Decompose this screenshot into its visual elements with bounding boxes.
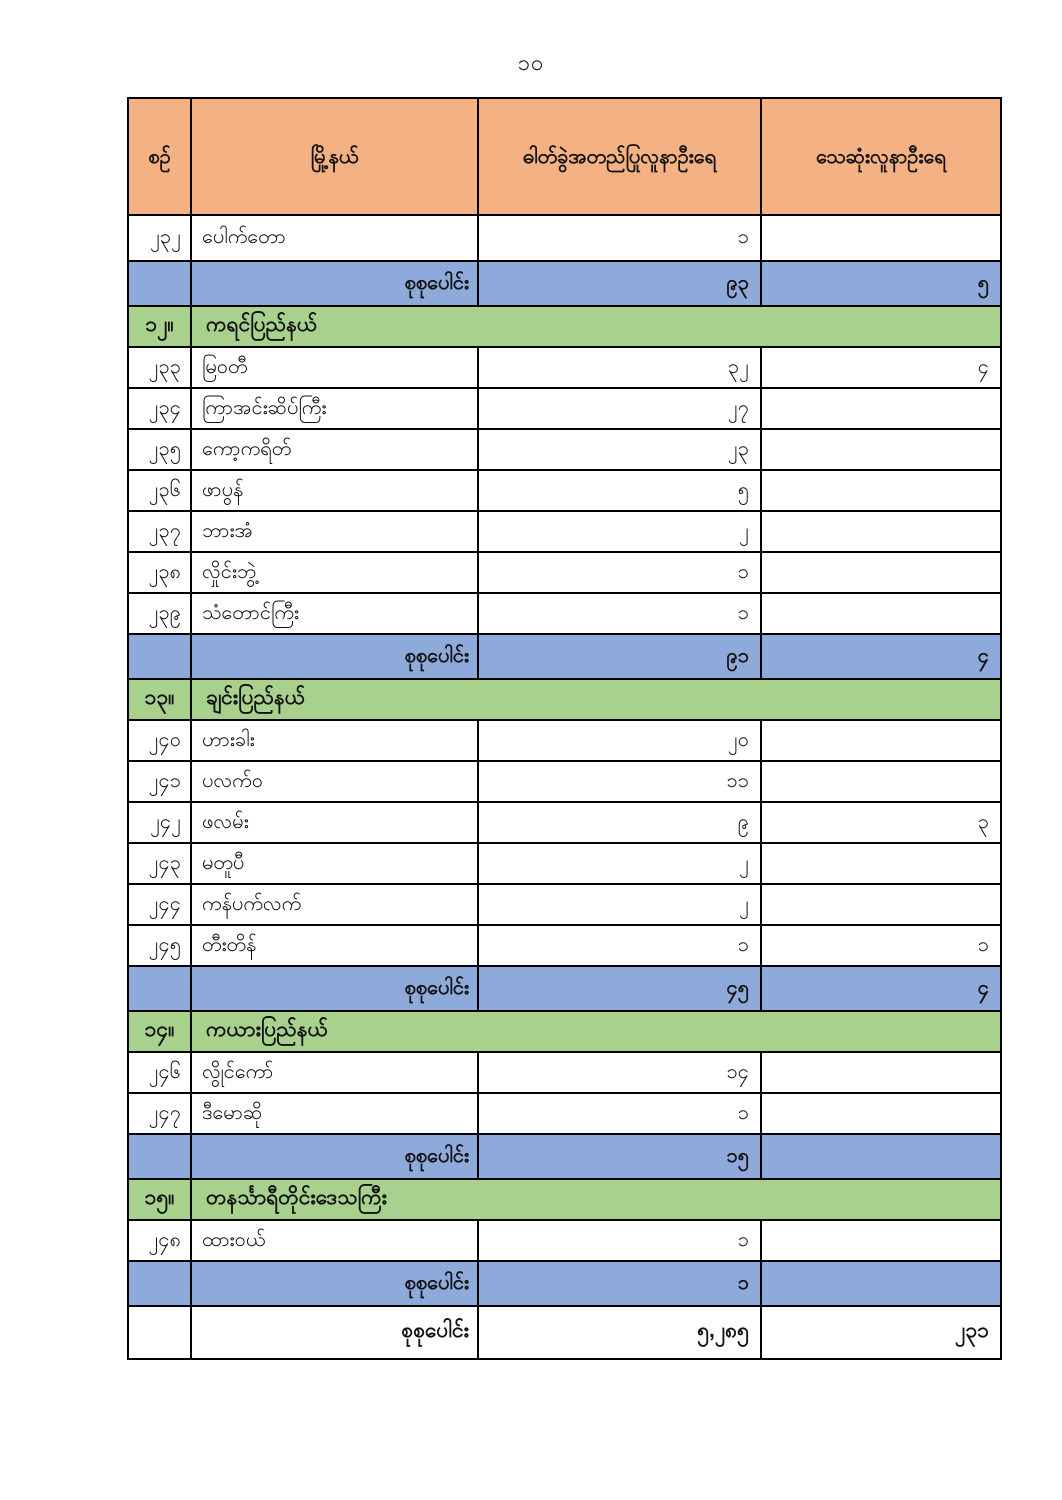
row-number: ၂၃၄ (128, 388, 191, 429)
column-header-deaths: သေဆုံးလူနာဦးရေ (761, 98, 1001, 215)
confirmed-count: ၁ (478, 925, 761, 966)
subtotal-row (128, 966, 1001, 1011)
total-label: စုစုပေါင်း (191, 1306, 478, 1359)
confirmed-total: ၁၅ (478, 1134, 761, 1179)
section-name: ချင်းပြည်နယ် (191, 679, 1001, 720)
deaths-total: ၄ (761, 966, 1001, 1011)
section-number: ၁၂။ (128, 306, 191, 347)
table-row (128, 593, 1001, 634)
township-name: ထားဝယ် (191, 1220, 478, 1261)
township-name: ဘားအံ (191, 511, 478, 552)
confirmed-total: ၄၅ (478, 966, 761, 1011)
deaths-total: ၅ (761, 261, 1001, 306)
deaths-count (761, 470, 1001, 511)
deaths-total (761, 1261, 1001, 1306)
confirmed-count: ၂ (478, 884, 761, 925)
section-name: ကယားပြည်နယ် (191, 1011, 1001, 1052)
total-label: စုစုပေါင်း (191, 1134, 478, 1179)
deaths-total (761, 1134, 1001, 1179)
row-number-empty (128, 966, 191, 1011)
total-label: စုစုပေါင်း (191, 1261, 478, 1306)
township-name: ပလက်ဝ (191, 761, 478, 802)
confirmed-count: ၁ (478, 215, 761, 261)
deaths-count (761, 720, 1001, 761)
row-number: ၂၄၃ (128, 843, 191, 884)
deaths-count (761, 884, 1001, 925)
section-name: တနင်္သာရီတိုင်းဒေသကြီး (191, 1179, 1001, 1220)
confirmed-total: ၅,၂၈၅ (478, 1306, 761, 1359)
township-name: ဖာပွန် (191, 470, 478, 511)
row-number-empty (128, 1134, 191, 1179)
row-number-empty (128, 634, 191, 679)
section-header-row (128, 306, 1001, 347)
page-number: ၁၀ (517, 50, 545, 75)
township-name: လွိုင်ကော် (191, 1052, 478, 1093)
table-row (128, 1052, 1001, 1093)
table-row (128, 511, 1001, 552)
table-row (128, 429, 1001, 470)
township-name: သံတောင်ကြီး (191, 593, 478, 634)
confirmed-count: ၂ (478, 843, 761, 884)
table-row (128, 215, 1001, 261)
section-header-row (128, 1011, 1001, 1052)
row-number: ၂၄၄ (128, 884, 191, 925)
table-row (128, 388, 1001, 429)
confirmed-count: ၁ (478, 1093, 761, 1134)
table-row (128, 470, 1001, 511)
row-number: ၂၃၉ (128, 593, 191, 634)
township-name: ကြာအင်းဆိပ်ကြီး (191, 388, 478, 429)
section-header-row (128, 1179, 1001, 1220)
table-row (128, 347, 1001, 388)
deaths-count (761, 511, 1001, 552)
subtotal-row (128, 261, 1001, 306)
row-number-empty (128, 1306, 191, 1359)
section-number: ၁၅။ (128, 1179, 191, 1220)
deaths-count (761, 843, 1001, 884)
total-label: စုစုပေါင်း (191, 261, 478, 306)
row-number: ၂၃၂ (128, 215, 191, 261)
deaths-count: ၃ (761, 802, 1001, 843)
section-number: ၁၃။ (128, 679, 191, 720)
confirmed-count: ၁ (478, 593, 761, 634)
row-number: ၂၄၆ (128, 1052, 191, 1093)
deaths-count (761, 552, 1001, 593)
confirmed-count: ၉ (478, 802, 761, 843)
deaths-count (761, 429, 1001, 470)
subtotal-row (128, 1134, 1001, 1179)
deaths-count (761, 215, 1001, 261)
confirmed-count: ၃၂ (478, 347, 761, 388)
confirmed-total: ၁ (478, 1261, 761, 1306)
township-name: ဟားခါး (191, 720, 478, 761)
row-number-empty (128, 261, 191, 306)
deaths-total: ၄ (761, 634, 1001, 679)
row-number-empty (128, 1261, 191, 1306)
confirmed-count: ၂၀ (478, 720, 761, 761)
township-name: လှိုင်းဘွဲ့ (191, 552, 478, 593)
column-header-no: စဉ် (128, 98, 191, 215)
township-name: မတူပီ (191, 843, 478, 884)
row-number: ၂၄၅ (128, 925, 191, 966)
table-row (128, 843, 1001, 884)
deaths-count: ၁ (761, 925, 1001, 966)
row-number: ၂၃၇ (128, 511, 191, 552)
row-number: ၂၄၂ (128, 802, 191, 843)
township-case-table (127, 97, 1002, 1360)
deaths-count (761, 1220, 1001, 1261)
table-row (128, 884, 1001, 925)
deaths-count (761, 1052, 1001, 1093)
row-number: ၂၄၈ (128, 1220, 191, 1261)
confirmed-count: ၂၃ (478, 429, 761, 470)
row-number: ၂၃၃ (128, 347, 191, 388)
confirmed-count: ၂၇ (478, 388, 761, 429)
township-name: ကန်ပက်လက် (191, 884, 478, 925)
deaths-total: ၂၃၁ (761, 1306, 1001, 1359)
row-number: ၂၃၆ (128, 470, 191, 511)
township-name: ပေါက်တော (191, 215, 478, 261)
deaths-count (761, 593, 1001, 634)
confirmed-count: ၅ (478, 470, 761, 511)
table-row (128, 552, 1001, 593)
row-number: ၂၃၈ (128, 552, 191, 593)
deaths-count (761, 761, 1001, 802)
table-header-row (128, 98, 1001, 215)
township-name: တီးတိန် (191, 925, 478, 966)
township-name: ကော့ကရိတ် (191, 429, 478, 470)
confirmed-count: ၁ (478, 552, 761, 593)
confirmed-count: ၂ (478, 511, 761, 552)
deaths-count (761, 1093, 1001, 1134)
confirmed-count: ၁ (478, 1220, 761, 1261)
column-header-confirmed: ဓါတ်ခွဲအတည်ပြုလူနာဦးရေ (478, 98, 761, 215)
column-header-township: မြို့နယ် (191, 98, 478, 215)
deaths-count: ၄ (761, 347, 1001, 388)
deaths-count (761, 388, 1001, 429)
table-row (128, 761, 1001, 802)
table-row (128, 1220, 1001, 1261)
total-label: စုစုပေါင်း (191, 634, 478, 679)
total-label: စုစုပေါင်း (191, 966, 478, 1011)
row-number: ၂၃၅ (128, 429, 191, 470)
subtotal-row (128, 1261, 1001, 1306)
table-row (128, 720, 1001, 761)
row-number: ၂၄၀ (128, 720, 191, 761)
confirmed-total: ၉၁ (478, 634, 761, 679)
subtotal-row (128, 634, 1001, 679)
section-header-row (128, 679, 1001, 720)
table-row (128, 925, 1001, 966)
township-name: မြဝတီ (191, 347, 478, 388)
township-name: ဖလမ်း (191, 802, 478, 843)
confirmed-count: ၁၁ (478, 761, 761, 802)
row-number: ၂၄၇ (128, 1093, 191, 1134)
confirmed-count: ၁၄ (478, 1052, 761, 1093)
table-row (128, 1093, 1001, 1134)
confirmed-total: ၉၃ (478, 261, 761, 306)
table-row (128, 802, 1001, 843)
township-name: ဒီမောဆို (191, 1093, 478, 1134)
section-number: ၁၄။ (128, 1011, 191, 1052)
grand-total-row (128, 1306, 1001, 1359)
row-number: ၂၄၁ (128, 761, 191, 802)
section-name: ကရင်ပြည်နယ် (191, 306, 1001, 347)
